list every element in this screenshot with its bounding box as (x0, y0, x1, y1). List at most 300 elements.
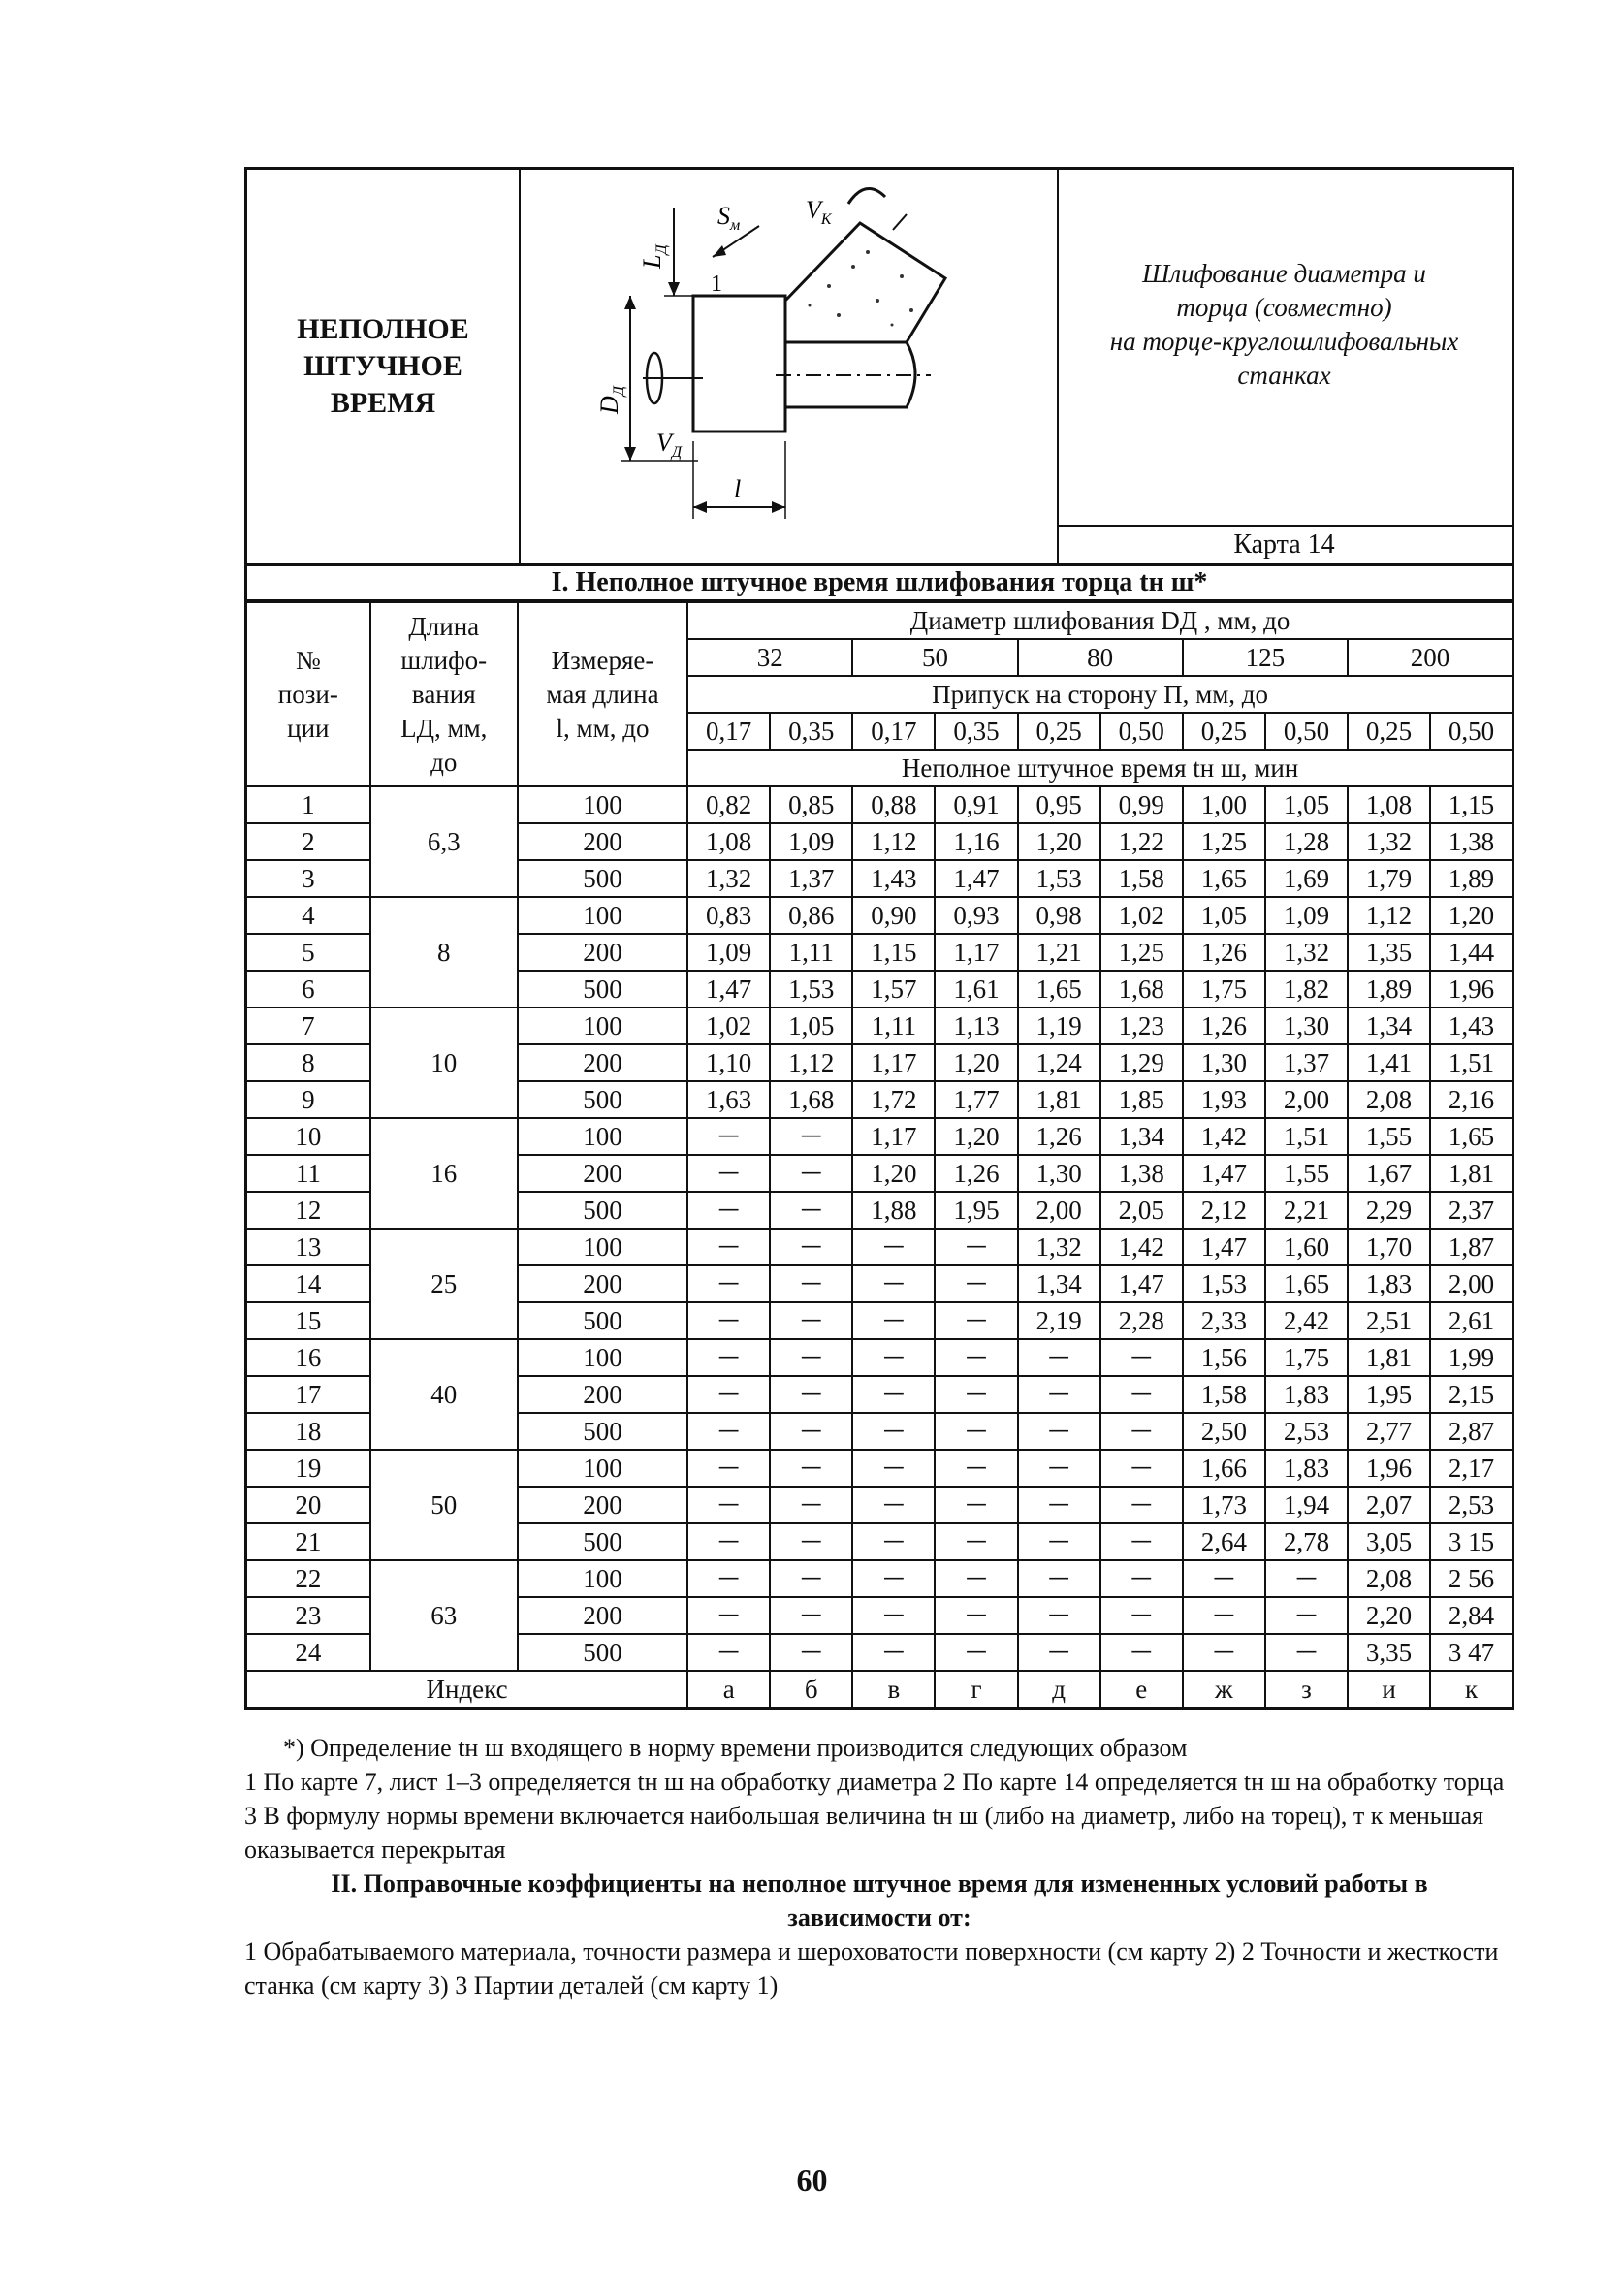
time-value-cell: 2,42 (1265, 1302, 1348, 1339)
time-value-cell: 2 56 (1430, 1560, 1513, 1597)
time-value-cell: 2,00 (1265, 1081, 1348, 1118)
time-value-cell: — (1018, 1450, 1100, 1487)
face-number-label: 1 (711, 272, 722, 297)
table-row (246, 1008, 1513, 1044)
position-cell: 8 (246, 1044, 370, 1081)
time-value-cell: 1,25 (1183, 823, 1265, 860)
time-value-cell: — (687, 1376, 770, 1413)
time-value-cell: 1,26 (1018, 1118, 1100, 1155)
time-value-cell: 1,20 (852, 1155, 935, 1192)
time-value-cell: 1,09 (770, 823, 852, 860)
time-value-cell: 1,53 (770, 971, 852, 1008)
time-value-cell: 1,30 (1265, 1008, 1348, 1044)
time-value-cell: 2,00 (1430, 1265, 1513, 1302)
section-2-title: II. Поправочные коэффициенты на неполное штучное время для измененных условий работы в зависимости от: (331, 1870, 1428, 1932)
header-title-cell (247, 170, 521, 563)
time-value-cell: 2,51 (1348, 1302, 1430, 1339)
time-value-cell: 3,35 (1348, 1634, 1430, 1671)
measured-length-cell: 200 (518, 1597, 687, 1634)
diameter-header: Диаметр шлифования DД , мм, до (687, 602, 1513, 639)
table-row (246, 1560, 1513, 1597)
time-value-cell: 1,68 (1100, 971, 1183, 1008)
time-value-cell: — (935, 1523, 1017, 1560)
time-value-cell: 0,82 (687, 786, 770, 823)
time-value-cell: 1,25 (1100, 934, 1183, 971)
time-value-cell: — (1100, 1560, 1183, 1597)
position-cell: 23 (246, 1597, 370, 1634)
index-cell: и (1348, 1671, 1430, 1709)
time-value-cell: 1,42 (1100, 1229, 1183, 1265)
time-value-cell: 1,17 (852, 1044, 935, 1081)
time-value-cell: 1,11 (852, 1008, 935, 1044)
time-value-cell: — (1018, 1523, 1100, 1560)
time-table (244, 601, 1514, 1710)
time-value-cell: — (687, 1560, 770, 1597)
time-value-cell: 2,16 (1430, 1081, 1513, 1118)
time-value-cell: — (1183, 1634, 1265, 1671)
time-value-cell: 1,65 (1430, 1118, 1513, 1155)
measured-length-cell: 200 (518, 1487, 687, 1523)
time-value-cell: — (852, 1560, 935, 1597)
time-value-cell: — (852, 1302, 935, 1339)
measured-length-cell: 100 (518, 897, 687, 934)
time-value-cell: 1,34 (1018, 1265, 1100, 1302)
time-value-cell: 1,95 (935, 1192, 1017, 1229)
time-table-body (246, 602, 1513, 1709)
time-value-cell: 1,75 (1265, 1339, 1348, 1376)
position-cell: 12 (246, 1192, 370, 1229)
time-value-cell: 1,02 (687, 1008, 770, 1044)
time-value-cell: 1,13 (935, 1008, 1017, 1044)
section-1-title: I. Неполное штучное время шлифования торца tн ш* (244, 566, 1514, 601)
time-value-cell: — (935, 1487, 1017, 1523)
time-value-cell: 2,84 (1430, 1597, 1513, 1634)
time-value-cell: — (935, 1450, 1017, 1487)
time-value-cell: 2,77 (1348, 1413, 1430, 1450)
time-value-cell: 1,41 (1348, 1044, 1430, 1081)
time-value-cell: — (1018, 1487, 1100, 1523)
col-position-header: № пози- ции (246, 602, 370, 786)
time-value-cell: 1,32 (1018, 1229, 1100, 1265)
position-cell: 21 (246, 1523, 370, 1560)
time-value-cell: 1,02 (1100, 897, 1183, 934)
allowance-header: Припуск на сторону П, мм, до (687, 676, 1513, 713)
time-value-cell: 1,09 (687, 934, 770, 971)
time-value-cell: 0,88 (852, 786, 935, 823)
time-value-cell: — (1100, 1487, 1183, 1523)
measured-length-cell: 100 (518, 1560, 687, 1597)
time-value-cell: — (935, 1413, 1017, 1450)
position-cell: 15 (246, 1302, 370, 1339)
time-value-cell: 0,85 (770, 786, 852, 823)
diameter-label: $D_Д$ (595, 386, 627, 414)
wheel-speed-label: $V_K$ (806, 196, 832, 228)
measured-length-cell: 100 (518, 1450, 687, 1487)
time-value-cell: 1,51 (1265, 1118, 1348, 1155)
time-value-cell: 1,37 (1265, 1044, 1348, 1081)
time-value-cell: — (770, 1155, 852, 1192)
time-value-cell: — (852, 1634, 935, 1671)
time-value-cell: 1,68 (770, 1081, 852, 1118)
position-cell: 9 (246, 1081, 370, 1118)
time-value-cell: 1,29 (1100, 1044, 1183, 1081)
time-value-cell: 1,43 (1430, 1008, 1513, 1044)
time-value-cell: — (852, 1450, 935, 1487)
time-value-cell: — (1100, 1339, 1183, 1376)
time-value-cell: 2,37 (1430, 1192, 1513, 1229)
time-value-cell: 1,20 (1018, 823, 1100, 860)
time-value-cell: 1,22 (1100, 823, 1183, 860)
time-value-cell: 1,47 (935, 860, 1017, 897)
length-cell: 25 (370, 1229, 518, 1339)
time-value-cell: — (770, 1376, 852, 1413)
time-value-cell: — (1100, 1523, 1183, 1560)
header-description: Шлифование диаметра и торца (совместно) на торце-круглошлифовальных станках (1109, 259, 1459, 390)
time-value-cell: 1,47 (1183, 1229, 1265, 1265)
time-value-cell: — (935, 1634, 1017, 1671)
position-cell: 20 (246, 1487, 370, 1523)
time-value-cell: 1,12 (1348, 897, 1430, 934)
position-cell: 1 (246, 786, 370, 823)
time-value-cell: 2,08 (1348, 1081, 1430, 1118)
index-cell: з (1265, 1671, 1348, 1709)
time-value-cell: 0,95 (1018, 786, 1100, 823)
index-cell: г (935, 1671, 1017, 1709)
time-value-cell: 2,29 (1348, 1192, 1430, 1229)
measured-length-cell: 200 (518, 934, 687, 971)
index-cell: в (852, 1671, 935, 1709)
time-value-cell: — (1100, 1597, 1183, 1634)
time-value-cell: — (1183, 1597, 1265, 1634)
position-cell: 16 (246, 1339, 370, 1376)
header-description-cell (1057, 170, 1512, 563)
card-number: Карта 14 (1057, 525, 1512, 563)
header-title: НЕПОЛНОЕ ШТУЧНОЕ ВРЕМЯ (297, 313, 469, 419)
time-value-cell: 0,86 (770, 897, 852, 934)
time-value-cell: 1,65 (1265, 1265, 1348, 1302)
time-value-cell: — (1100, 1413, 1183, 1450)
workpiece-shape (693, 296, 785, 432)
time-value-cell: 1,75 (1183, 971, 1265, 1008)
time-value-cell: 1,26 (1183, 934, 1265, 971)
time-value-cell: 2,53 (1265, 1413, 1348, 1450)
time-value-cell: — (1265, 1560, 1348, 1597)
time-value-cell: 1,73 (1183, 1487, 1265, 1523)
time-value-cell: 1,12 (852, 823, 935, 860)
time-value-cell: — (1183, 1560, 1265, 1597)
index-row (246, 1671, 1513, 1709)
time-value-cell: 1,96 (1430, 971, 1513, 1008)
time-value-cell: 1,53 (1183, 1265, 1265, 1302)
grinding-wheel-shape (785, 223, 945, 342)
position-cell: 18 (246, 1413, 370, 1450)
grinding-diagram (519, 170, 1057, 569)
col-length-header: Длина шлифо- вания LД, мм, до (370, 602, 518, 786)
time-value-cell: 1,34 (1100, 1118, 1183, 1155)
time-value-cell: — (1100, 1634, 1183, 1671)
time-value-cell: 1,55 (1348, 1118, 1430, 1155)
time-value-cell: 2,87 (1430, 1413, 1513, 1450)
time-value-cell: 1,66 (1183, 1450, 1265, 1487)
part-speed-label: $V_Д$ (656, 429, 683, 461)
length-cell: 8 (370, 897, 518, 1008)
allowance-cell: 0,50 (1265, 713, 1348, 750)
time-value-cell: — (770, 1339, 852, 1376)
allowance-cell: 0,35 (770, 713, 852, 750)
time-value-cell: — (852, 1597, 935, 1634)
time-value-cell: — (687, 1634, 770, 1671)
time-value-cell: 1,94 (1265, 1487, 1348, 1523)
time-value-cell: 1,05 (1265, 786, 1348, 823)
time-value-cell: 1,53 (1018, 860, 1100, 897)
time-value-cell: 1,99 (1430, 1339, 1513, 1376)
measured-length-cell: 500 (518, 971, 687, 1008)
time-value-cell: 2,05 (1100, 1192, 1183, 1229)
length-cell: 6,3 (370, 786, 518, 897)
time-value-cell: 1,83 (1265, 1450, 1348, 1487)
time-value-cell: 1,11 (770, 934, 852, 971)
time-value-cell: 2,33 (1183, 1302, 1265, 1339)
time-value-cell: 1,63 (687, 1081, 770, 1118)
time-value-cell: 2,50 (1183, 1413, 1265, 1450)
position-cell: 14 (246, 1265, 370, 1302)
time-value-cell: 1,28 (1265, 823, 1348, 860)
time-value-cell: 1,32 (1348, 823, 1430, 860)
time-value-cell: 2,00 (1018, 1192, 1100, 1229)
allowance-cell: 0,17 (852, 713, 935, 750)
time-value-cell: — (687, 1523, 770, 1560)
position-cell: 13 (246, 1229, 370, 1265)
time-value-cell: 0,93 (935, 897, 1017, 934)
index-cell: к (1430, 1671, 1513, 1709)
time-value-cell: 1,93 (1183, 1081, 1265, 1118)
time-value-cell: — (1100, 1376, 1183, 1413)
position-cell: 7 (246, 1008, 370, 1044)
allowance-cell: 0,25 (1348, 713, 1430, 750)
time-value-cell: — (770, 1192, 852, 1229)
time-value-cell: 1,17 (935, 934, 1017, 971)
time-value-cell: 2,20 (1348, 1597, 1430, 1634)
time-value-cell: — (935, 1302, 1017, 1339)
time-value-cell: — (687, 1302, 770, 1339)
diameter-cell: 200 (1348, 639, 1513, 676)
measured-length-cell: 200 (518, 1265, 687, 1302)
time-value-cell: 1,38 (1100, 1155, 1183, 1192)
table-row (246, 1450, 1513, 1487)
length-cell: 50 (370, 1450, 518, 1560)
allowance-cell: 0,50 (1100, 713, 1183, 750)
table-row (246, 786, 1513, 823)
time-value-cell: 1,35 (1348, 934, 1430, 971)
table-row (246, 897, 1513, 934)
time-value-cell: 1,08 (1348, 786, 1430, 823)
measured-length-cell: 500 (518, 1302, 687, 1339)
time-value-cell: — (1018, 1597, 1100, 1634)
time-value-cell: 1,08 (687, 823, 770, 860)
index-cell: ж (1183, 1671, 1265, 1709)
index-cell: а (687, 1671, 770, 1709)
time-value-cell: 1,47 (687, 971, 770, 1008)
time-value-cell: 1,15 (852, 934, 935, 971)
position-cell: 5 (246, 934, 370, 971)
time-value-cell: 2,19 (1018, 1302, 1100, 1339)
table-row (246, 1229, 1513, 1265)
time-value-cell: 1,70 (1348, 1229, 1430, 1265)
time-value-cell: 0,91 (935, 786, 1017, 823)
measured-length-cell: 100 (518, 1339, 687, 1376)
time-value-cell: — (687, 1229, 770, 1265)
index-label: Индекс (246, 1671, 688, 1709)
time-value-cell: 0,99 (1100, 786, 1183, 823)
index-cell: д (1018, 1671, 1100, 1709)
time-value-cell: — (1018, 1339, 1100, 1376)
time-value-cell: 1,55 (1265, 1155, 1348, 1192)
time-value-cell: 2,28 (1100, 1302, 1183, 1339)
time-value-cell: — (687, 1597, 770, 1634)
time-value-cell: 2,15 (1430, 1376, 1513, 1413)
measured-length-cell: 100 (518, 786, 687, 823)
col-measured-header: Измеряе- мая длина l, мм, до (518, 602, 687, 786)
allowance-cell: 0,50 (1430, 713, 1513, 750)
time-value-cell: 1,26 (935, 1155, 1017, 1192)
diameter-cell: 50 (852, 639, 1017, 676)
position-cell: 19 (246, 1450, 370, 1487)
time-value-cell: 1,23 (1100, 1008, 1183, 1044)
time-value-cell: — (770, 1450, 852, 1487)
feed-label: $S_м$ (717, 202, 741, 234)
grinding-diagram-cell (519, 170, 1059, 563)
time-value-cell: — (935, 1265, 1017, 1302)
time-value-cell: 3 15 (1430, 1523, 1513, 1560)
time-value-cell: — (687, 1155, 770, 1192)
time-value-cell: — (687, 1487, 770, 1523)
diameter-cell: 125 (1183, 639, 1348, 676)
measured-length-cell: 100 (518, 1229, 687, 1265)
time-value-cell: — (1265, 1597, 1348, 1634)
time-value-cell: — (1265, 1634, 1348, 1671)
time-value-cell: 1,20 (1430, 897, 1513, 934)
measured-length-cell: 500 (518, 860, 687, 897)
position-cell: 17 (246, 1376, 370, 1413)
measured-length-cell: 500 (518, 1634, 687, 1671)
time-value-cell: 1,56 (1183, 1339, 1265, 1376)
length-cell: 10 (370, 1008, 518, 1118)
time-value-cell: 1,43 (852, 860, 935, 897)
time-value-cell: 1,67 (1348, 1155, 1430, 1192)
table-row (246, 1118, 1513, 1155)
measured-length-label: l (734, 475, 742, 503)
time-value-cell: 1,81 (1430, 1155, 1513, 1192)
time-value-cell: 1,61 (935, 971, 1017, 1008)
length-cell: 63 (370, 1560, 518, 1671)
time-value-cell: 1,00 (1183, 786, 1265, 823)
measured-length-cell: 500 (518, 1523, 687, 1560)
time-value-cell: 1,37 (770, 860, 852, 897)
measured-length-cell: 500 (518, 1192, 687, 1229)
time-value-cell: 1,47 (1100, 1265, 1183, 1302)
time-value-cell: 1,85 (1100, 1081, 1183, 1118)
position-cell: 4 (246, 897, 370, 934)
time-value-cell: — (770, 1487, 852, 1523)
time-value-cell: 1,10 (687, 1044, 770, 1081)
time-value-cell: 1,15 (1430, 786, 1513, 823)
time-value-cell: 1,42 (1183, 1118, 1265, 1155)
time-value-cell: — (770, 1265, 852, 1302)
position-cell: 11 (246, 1155, 370, 1192)
card-header (244, 167, 1514, 566)
length-cell: 40 (370, 1339, 518, 1450)
time-value-cell: — (852, 1229, 935, 1265)
page-number: 60 (796, 2162, 828, 2197)
time-value-cell: — (852, 1265, 935, 1302)
position-cell: 24 (246, 1634, 370, 1671)
time-value-cell: 1,72 (852, 1081, 935, 1118)
time-value-cell: 1,69 (1265, 860, 1348, 897)
diameter-cell: 80 (1018, 639, 1183, 676)
time-value-cell: 1,30 (1183, 1044, 1265, 1081)
measured-length-cell: 500 (518, 1413, 687, 1450)
time-value-cell: 1,89 (1348, 971, 1430, 1008)
measured-length-cell: 200 (518, 1376, 687, 1413)
time-value-cell: 1,57 (852, 971, 935, 1008)
time-value-cell: 1,96 (1348, 1450, 1430, 1487)
time-value-cell: 2,07 (1348, 1487, 1430, 1523)
position-cell: 2 (246, 823, 370, 860)
allowance-cell: 0,35 (935, 713, 1017, 750)
time-value-cell: 1,32 (687, 860, 770, 897)
time-value-cell: — (687, 1413, 770, 1450)
time-value-cell: — (852, 1487, 935, 1523)
time-value-cell: — (935, 1560, 1017, 1597)
time-value-cell: — (935, 1597, 1017, 1634)
time-value-cell: 1,60 (1265, 1229, 1348, 1265)
measured-length-cell: 200 (518, 1044, 687, 1081)
time-value-cell: 1,47 (1183, 1155, 1265, 1192)
time-value-cell: 2,53 (1430, 1487, 1513, 1523)
time-value-cell: — (770, 1229, 852, 1265)
time-value-cell: — (770, 1413, 852, 1450)
allowance-cell: 0,25 (1018, 713, 1100, 750)
time-value-cell: — (935, 1339, 1017, 1376)
time-value-cell: 2,17 (1430, 1450, 1513, 1487)
time-value-cell: — (1018, 1413, 1100, 1450)
time-value-cell: — (1018, 1560, 1100, 1597)
time-value-cell: — (770, 1523, 852, 1560)
time-value-cell: 1,65 (1183, 860, 1265, 897)
measured-length-cell: 100 (518, 1118, 687, 1155)
time-value-cell: 1,26 (1183, 1008, 1265, 1044)
measured-length-cell: 100 (518, 1008, 687, 1044)
time-value-cell: 1,05 (1183, 897, 1265, 934)
length-cell: 16 (370, 1118, 518, 1229)
time-value-cell: — (687, 1118, 770, 1155)
time-header: Неполное штучное время tн ш, мин (687, 750, 1513, 786)
footnote-body: 1 По карте 7, лист 1–3 определяется tн ш на обработку диаметра 2 По карте 14 определяется tн ш на обработку торца 3 В формулу нормы времени включается наибольшая величина tн ш (либо на диаметр, либо на торец), т к меньшая оказывается перекрытая (244, 1768, 1505, 1864)
time-value-cell: 1,32 (1265, 934, 1348, 971)
time-value-cell: 1,09 (1265, 897, 1348, 934)
time-value-cell: 2,78 (1265, 1523, 1348, 1560)
time-value-cell: — (770, 1560, 852, 1597)
time-value-cell: 3 47 (1430, 1634, 1513, 1671)
allowance-cell: 0,17 (687, 713, 770, 750)
time-value-cell: — (852, 1339, 935, 1376)
time-value-cell: 1,17 (852, 1118, 935, 1155)
time-value-cell: 1,83 (1265, 1376, 1348, 1413)
time-value-cell: 2,21 (1265, 1192, 1348, 1229)
position-cell: 3 (246, 860, 370, 897)
time-value-cell: — (1100, 1450, 1183, 1487)
time-value-cell: — (935, 1229, 1017, 1265)
